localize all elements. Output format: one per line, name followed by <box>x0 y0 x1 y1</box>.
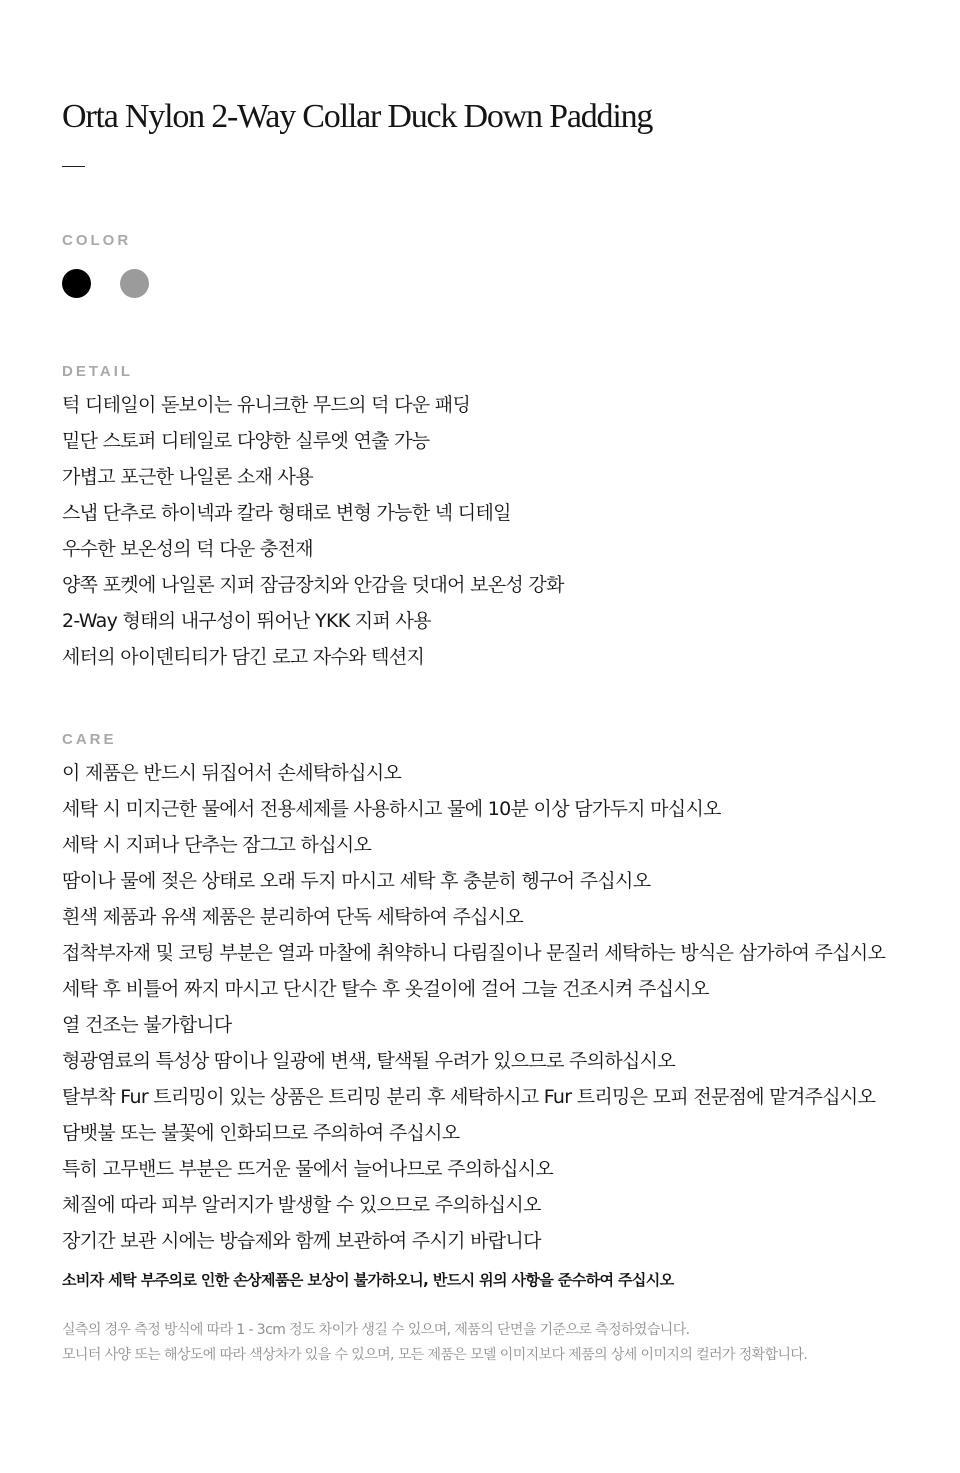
detail-item: 가볍고 포근한 나일론 소재 사용 <box>62 466 313 488</box>
detail-list <box>62 387 564 675</box>
care-item: 흰색 제품과 유색 제품은 분리하여 단독 세탁하여 주십시오 <box>62 906 524 928</box>
care-warning: 소비자 세탁 부주의로 인한 손상제품은 보상이 불가하오니, 반드시 위의 사항을 준수하여 주십시오 <box>62 1271 674 1289</box>
care-item: 세탁 시 지퍼나 단추는 잠그고 하십시오 <box>62 834 372 856</box>
care-item: 땀이나 물에 젖은 상태로 오래 두지 마시고 세탁 후 충분히 헹구어 주십시오 <box>62 870 651 892</box>
care-item: 이 제품은 반드시 뒤집어서 손세탁하십시오 <box>62 762 402 784</box>
detail-section-label: DETAIL <box>62 363 134 380</box>
care-item: 탈부착 Fur 트리밍이 있는 상품은 트리밍 분리 후 세탁하시고 Fur 트리밍은 모피 전문점에 맡겨주십시오 <box>62 1086 876 1108</box>
care-item: 장기간 보관 시에는 방습제와 함께 보관하여 주시기 바랍니다 <box>62 1230 541 1252</box>
color-swatch-black[interactable] <box>62 269 91 298</box>
detail-item: 세터의 아이덴티티가 담긴 로고 자수와 텍션지 <box>62 646 425 668</box>
note-item: 모니터 사양 또는 해상도에 따라 색상차가 있을 수 있으며, 모든 제품은 모델 이미지보다 제품의 상세 이미지의 컬러가 정확합니다. <box>62 1347 808 1363</box>
care-item: 특히 고무밴드 부분은 뜨거운 물에서 늘어나므로 주의하십시오 <box>62 1158 554 1180</box>
detail-item: 밑단 스토퍼 디테일로 다양한 실루엣 연출 가능 <box>62 430 430 452</box>
color-swatch-gray[interactable] <box>120 269 149 298</box>
color-swatches <box>62 269 149 298</box>
note-item: 실측의 경우 측정 방식에 따라 1 - 3cm 정도 차이가 생길 수 있으며, 제품의 단면을 기준으로 측정하였습니다. <box>62 1322 690 1338</box>
care-item: 세탁 시 미지근한 물에서 전용세제를 사용하시고 물에 10분 이상 담가두지 마십시오 <box>62 798 721 820</box>
care-section-label: CARE <box>62 731 117 748</box>
care-item: 세탁 후 비틀어 짜지 마시고 단시간 탈수 후 옷걸이에 걸어 그늘 건조시켜 주십시오 <box>62 978 709 1000</box>
detail-item: 우수한 보온성의 덕 다운 충전재 <box>62 538 313 560</box>
color-section-label: COLOR <box>62 232 132 249</box>
detail-item: 양쪽 포켓에 나일론 지퍼 잠금장치와 안감을 덧대어 보온성 강화 <box>62 574 564 596</box>
detail-item: 턱 디테일이 돋보이는 유니크한 무드의 덕 다운 패딩 <box>62 394 471 416</box>
measurement-notes <box>62 1318 807 1368</box>
care-item: 접착부자재 및 코팅 부분은 열과 마찰에 취약하니 다림질이나 문질러 세탁하는 방식은 삼가하여 주십시오 <box>62 942 886 964</box>
title-divider <box>62 166 85 167</box>
care-item: 형광염료의 특성상 땀이나 일광에 변색, 탈색될 우려가 있으므로 주의하십시오 <box>62 1050 675 1072</box>
care-item: 체질에 따라 피부 알러지가 발생할 수 있으므로 주의하십시오 <box>62 1194 541 1216</box>
product-title: Orta Nylon 2-Way Collar Duck Down Padding <box>62 98 653 135</box>
detail-item: 스냅 단추로 하이넥과 칼라 형태로 변형 가능한 넥 디테일 <box>62 502 511 524</box>
care-list <box>62 755 885 1259</box>
care-item: 열 건조는 불가합니다 <box>62 1014 232 1036</box>
care-item: 담뱃불 또는 불꽃에 인화되므로 주의하여 주십시오 <box>62 1122 460 1144</box>
detail-item: 2-Way 형태의 내구성이 뛰어난 YKK 지퍼 사용 <box>62 610 431 632</box>
